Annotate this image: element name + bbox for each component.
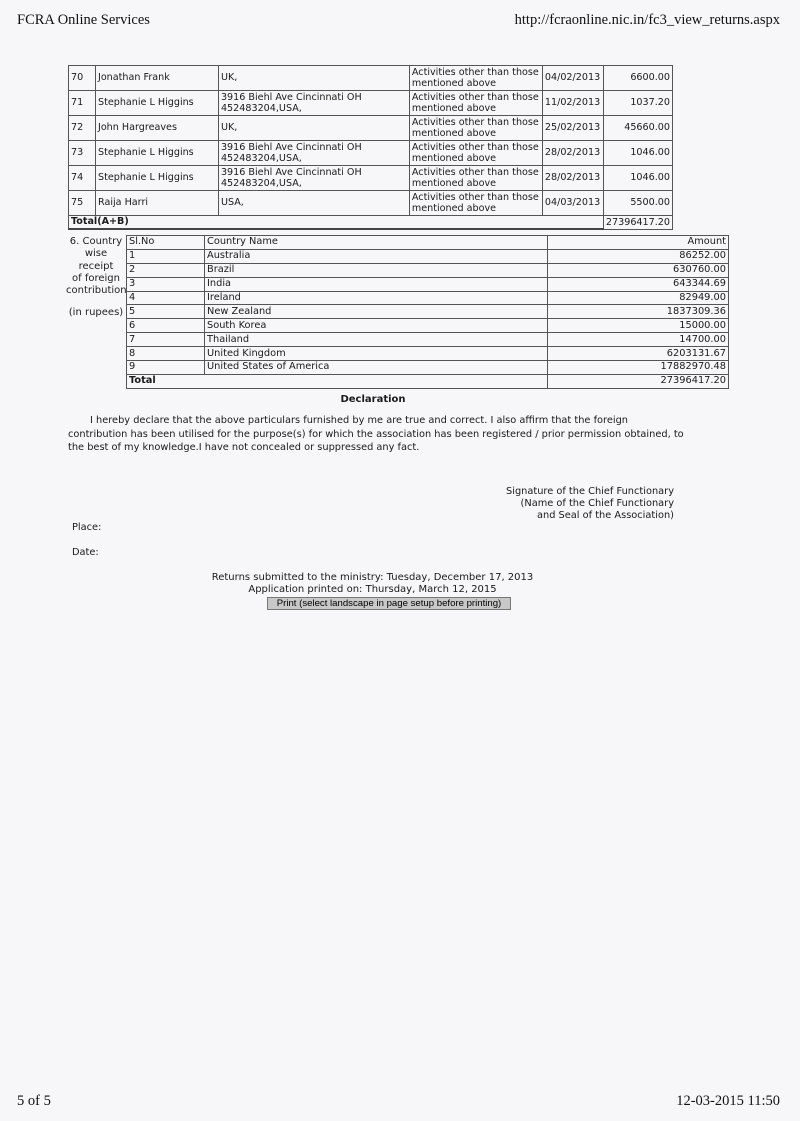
cell-sl-no: 4 <box>127 291 205 305</box>
cell-no: 71 <box>69 91 96 116</box>
table-row <box>127 333 729 347</box>
page-url: http://fcraonline.nic.in/fc3_view_returns.aspx <box>514 12 780 28</box>
cell-name: Stephanie L Higgins <box>95 166 218 191</box>
cell-date: 11/02/2013 <box>542 91 603 116</box>
cell-country-name: United Kingdom <box>205 347 548 361</box>
cell-country-name: Thailand <box>205 333 548 347</box>
cell-purpose: Activities other than those mentioned above <box>409 191 542 216</box>
browser-page-title: FCRA Online Services <box>17 12 150 28</box>
header-amount: Amount <box>548 236 729 250</box>
cell-address: UK, <box>218 116 409 141</box>
print-timestamp: 12-03-2015 11:50 <box>676 1093 780 1109</box>
cell-name: Raija Harri <box>95 191 218 216</box>
place-label: Place: <box>72 522 102 533</box>
table-row <box>127 277 729 291</box>
label-line: 6. Country <box>69 236 123 247</box>
cell-sl-no: 8 <box>127 347 205 361</box>
country-wise-table <box>126 235 729 389</box>
table-header-row <box>127 236 729 250</box>
unit-label: (in rupees) <box>68 307 124 319</box>
table-row <box>69 91 673 116</box>
cell-country-name: South Korea <box>205 319 548 333</box>
cell-amount: 643344.69 <box>548 277 729 291</box>
cell-name: Stephanie L Higgins <box>95 91 218 116</box>
total-row <box>127 374 729 388</box>
cell-amount: 82949.00 <box>548 291 729 305</box>
signature-line: Signature of the Chief Functionary <box>506 486 674 497</box>
label-line: of foreign <box>72 272 120 284</box>
label-line: wise receipt <box>78 248 114 272</box>
table-row <box>69 166 673 191</box>
cell-no: 70 <box>69 66 96 91</box>
contributions-table <box>68 65 673 230</box>
page-number: 5 of 5 <box>17 1093 51 1109</box>
table-row <box>69 116 673 141</box>
date-label: Date: <box>72 547 99 558</box>
country-section-label <box>66 236 126 320</box>
cell-purpose: Activities other than those mentioned above <box>409 166 542 191</box>
submitted-date: Returns submitted to the ministry: Tuesday, December 17, 2013 <box>211 572 534 583</box>
cell-amount: 45660.00 <box>603 116 672 141</box>
cell-address: 3916 Biehl Ave Cincinnati OH 452483204,USA, <box>218 141 409 166</box>
total-amount: 27396417.20 <box>603 216 672 230</box>
table-row <box>127 347 729 361</box>
cell-country-name: India <box>205 277 548 291</box>
cell-no: 73 <box>69 141 96 166</box>
label-line: contribution <box>66 285 127 297</box>
cell-amount: 1837309.36 <box>548 305 729 319</box>
cell-address: 3916 Biehl Ave Cincinnati OH 452483204,USA, <box>218 91 409 116</box>
cell-amount: 6600.00 <box>603 66 672 91</box>
cell-date: 04/02/2013 <box>542 66 603 91</box>
table-row <box>69 66 673 91</box>
cell-date: 04/03/2013 <box>542 191 603 216</box>
cell-sl-no: 5 <box>127 305 205 319</box>
total-label: Total <box>127 374 548 388</box>
cell-amount: 15000.00 <box>548 319 729 333</box>
total-amount: 27396417.20 <box>548 374 729 388</box>
cell-sl-no: 3 <box>127 277 205 291</box>
cell-country-name: Ireland <box>205 291 548 305</box>
cell-purpose: Activities other than those mentioned above <box>409 66 542 91</box>
submission-info <box>0 572 745 596</box>
cell-country-name: New Zealand <box>205 305 548 319</box>
header-country-name: Country Name <box>205 236 548 250</box>
table-row <box>127 291 729 305</box>
print-button[interactable]: Print (select landscape in page setup before printing) <box>267 597 511 610</box>
declaration-text: I hereby declare that the above particulars furnished by me are true and correct. I also affirm that the foreign contribution has been utilised for the purpose(s) for which the association has been registered / prior permission obtained, to the best of my knowledge.I have not concealed or suppressed any fact. <box>68 415 684 453</box>
signature-block <box>506 486 674 523</box>
cell-purpose: Activities other than those mentioned above <box>409 116 542 141</box>
cell-no: 75 <box>69 191 96 216</box>
cell-address: 3916 Biehl Ave Cincinnati OH 452483204,USA, <box>218 166 409 191</box>
cell-sl-no: 7 <box>127 333 205 347</box>
table-row <box>127 319 729 333</box>
table-row <box>127 249 729 263</box>
cell-address: UK, <box>218 66 409 91</box>
cell-country-name: United States of America <box>205 361 548 375</box>
cell-date: 28/02/2013 <box>542 166 603 191</box>
cell-name: Stephanie L Higgins <box>95 141 218 166</box>
cell-amount: 6203131.67 <box>548 347 729 361</box>
cell-sl-no: 1 <box>127 249 205 263</box>
cell-amount: 630760.00 <box>548 263 729 277</box>
cell-name: Jonathan Frank <box>95 66 218 91</box>
cell-amount: 1046.00 <box>603 141 672 166</box>
cell-amount: 5500.00 <box>603 191 672 216</box>
cell-amount: 1037.20 <box>603 91 672 116</box>
cell-no: 72 <box>69 116 96 141</box>
cell-purpose: Activities other than those mentioned above <box>409 91 542 116</box>
cell-sl-no: 9 <box>127 361 205 375</box>
table-row <box>69 191 673 216</box>
cell-sl-no: 6 <box>127 319 205 333</box>
cell-country-name: Australia <box>205 249 548 263</box>
cell-no: 74 <box>69 166 96 191</box>
printed-date: Application printed on: Thursday, March 12, 2015 <box>248 584 497 595</box>
cell-amount: 86252.00 <box>548 249 729 263</box>
total-row <box>69 216 673 230</box>
declaration-title: Declaration <box>340 394 406 405</box>
cell-amount: 14700.00 <box>548 333 729 347</box>
header-sl-no: Sl.No <box>127 236 205 250</box>
total-label: Total(A+B) <box>69 216 604 230</box>
cell-date: 28/02/2013 <box>542 141 603 166</box>
cell-name: John Hargreaves <box>95 116 218 141</box>
table-row <box>127 361 729 375</box>
cell-sl-no: 2 <box>127 263 205 277</box>
cell-amount: 17882970.48 <box>548 361 729 375</box>
signature-line: (Name of the Chief Functionary <box>520 498 674 510</box>
signature-line: and Seal of the Association) <box>537 510 674 522</box>
cell-country-name: Brazil <box>205 263 548 277</box>
cell-purpose: Activities other than those mentioned above <box>409 141 542 166</box>
table-row <box>127 305 729 319</box>
table-row <box>127 263 729 277</box>
table-row <box>69 141 673 166</box>
cell-amount: 1046.00 <box>603 166 672 191</box>
cell-date: 25/02/2013 <box>542 116 603 141</box>
cell-address: USA, <box>218 191 409 216</box>
